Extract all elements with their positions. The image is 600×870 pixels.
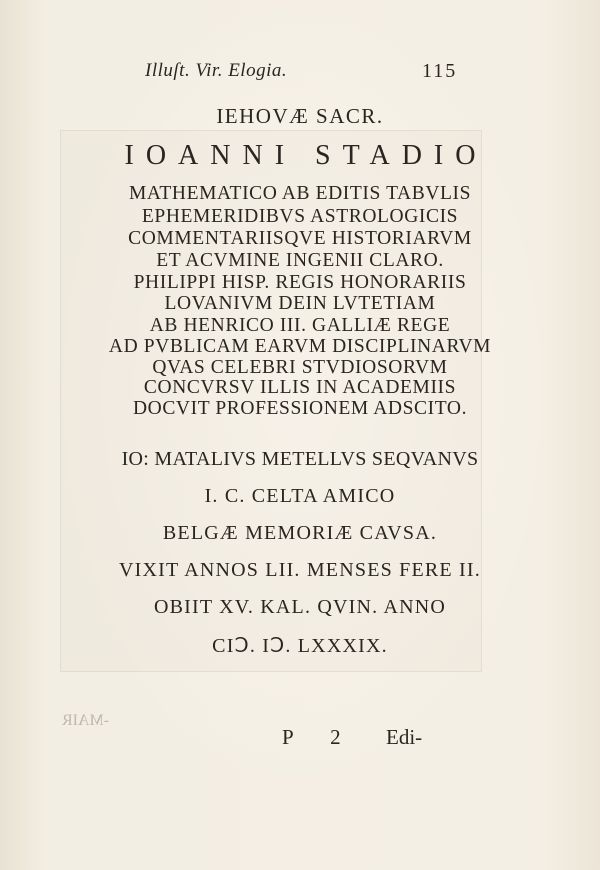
closing-line: OBIIT XV. KAL. QVIN. ANNO: [153, 596, 447, 618]
inscription-line: AB HENRICO III. GALLIÆ REGE: [149, 315, 451, 336]
inscription-line: AD PVBLICAM EARVM DISCIPLINARVM: [108, 336, 492, 357]
page-footer: [0, 725, 600, 755]
page-number: 115: [422, 60, 458, 82]
inscription-line: EPHEMERIDIBVS ASTROLOGICIS: [141, 206, 459, 227]
honoree-name: IOANNI STADIO: [124, 140, 488, 171]
inscription-line: PHILIPPI HISP. REGIS HONORARIIS: [133, 272, 467, 293]
inscription-line: MATHEMATICO AB EDITIS TABVLIS: [128, 183, 472, 204]
inscription-line: DOCVIT PROFESSIONEM ADSCITO.: [132, 398, 468, 419]
closing-line: BELGÆ MEMORIÆ CAVSA.: [162, 522, 438, 544]
signature-mark: P 2: [282, 725, 357, 749]
catchword: Edi-: [386, 725, 423, 749]
running-head: Illuſt. Vir. Elogia.: [145, 60, 288, 81]
inscription-line: QVAS CELEBRI STVDIOSORVM: [152, 357, 448, 378]
inscription-line: COMMENTARIISQVE HISTORIARVM: [128, 228, 472, 249]
page-header: [0, 60, 600, 90]
inscription-line: CONCVRSV ILLIS IN ACADEMIIS: [143, 377, 457, 398]
author-line: IO: MATALIVS METELLVS SEQVANVS: [121, 448, 479, 470]
closing-line: VIXIT ANNOS LII. MENSES FERE II.: [119, 559, 481, 581]
inscription-line: LOVANIVM DEIN LVTETIAM: [164, 293, 436, 314]
closing-line: I. C. CELTA AMICO: [204, 485, 396, 507]
inscription-line: ET ACVMINE INGENII CLARO.: [156, 250, 444, 271]
show-through-text: -MAIR: [62, 712, 110, 729]
date-line: CIↃ. IↃ. LXXXIX.: [212, 635, 388, 657]
dedication-line: IEHOVÆ SACR.: [216, 104, 384, 128]
